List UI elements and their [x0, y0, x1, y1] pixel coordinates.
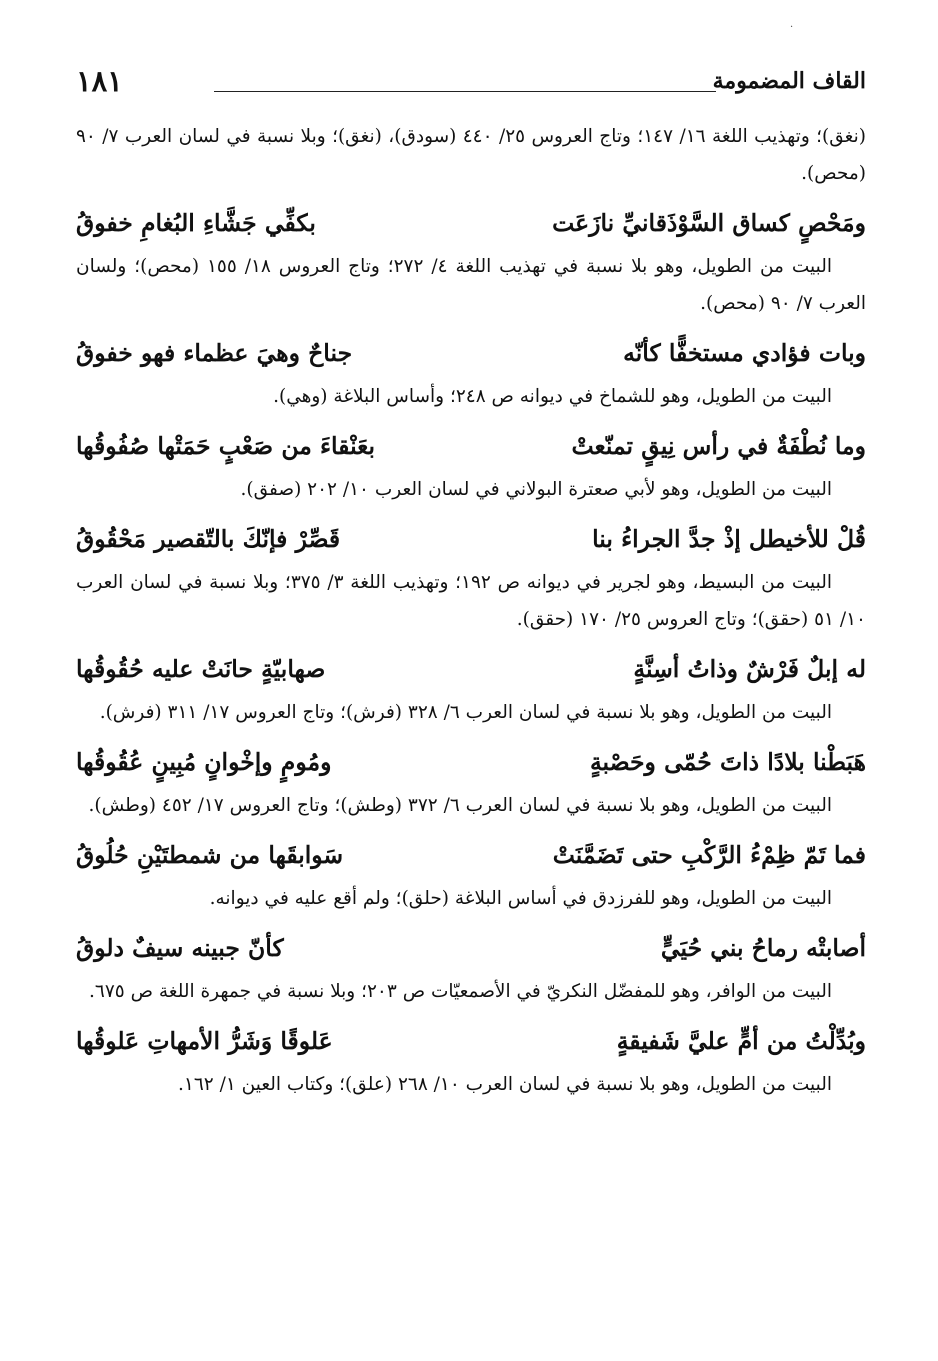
verse-second-hemistich: قَصِّرْ فإنّكَ بالتّقصير مَحْقُوقُ [76, 525, 341, 553]
verse-line [76, 514, 866, 564]
page-content [76, 118, 866, 1107]
verse-line [76, 737, 866, 787]
verse-source-note: البيت من الطويل، وهو للشماخ في ديوانه ص ٢٤٨؛ وأساس البلاغة (وهي). [273, 386, 832, 407]
verse-line [76, 328, 866, 378]
verse-first-hemistich: أصابتْه رماحُ بني حُيَيٍّ [660, 934, 866, 962]
verse-second-hemistich: صهابيّةٍ حانَتْ عليه حُقُوقُها [76, 655, 326, 683]
verse-first-hemistich: وبُدِّلْتُ من أمٍّ عليَّ شَفيقةٍ [616, 1027, 866, 1055]
page-number: ١٨١ [76, 64, 123, 98]
verse-source-note: البيت من الطويل، وهو بلا نسبة في لسان العرب ٦/ ٣٧٢ (وطش)؛ وتاج العروس ١٧/ ٤٥٢ (وطش). [88, 795, 832, 816]
verse-line [76, 421, 866, 471]
verse-first-hemistich: هَبَطْنا بلادًا ذاتَ حُمّى وحَصْبةٍ [589, 748, 866, 776]
verse-second-hemistich: جناحٌ وهيَ عظماء فهو خفوقُ [76, 339, 353, 367]
verse-second-hemistich: بعَنْقاءَ من صَعْبٍ حَمَتْها صُفُوقُها [76, 432, 376, 460]
verse-source-note: البيت من الطويل، وهو بلا نسبة في لسان العرب ٦/ ٣٢٨ (فرش)؛ وتاج العروس ١٧/ ٣١١ (فرش). [99, 702, 832, 723]
verse-line [76, 644, 866, 694]
verse-first-hemistich: له إبلٌ فَرْشٌ وذاتُ أسِنَّةٍ [633, 655, 866, 683]
verse-second-hemistich: سَوابقَها من شمطتَيْنِ حُلُوقُ [76, 841, 344, 869]
verse-first-hemistich: ومَحْصٍ كساق السَّوْذَقانيِّ نازَعَت [552, 209, 866, 237]
verse-first-hemistich: وما نُطْفَةٌ في رأس نِيقٍ تمنّعتْ [571, 432, 866, 460]
verse-second-hemistich: عَلوقًا وَشَرُّ الأمهاتِ عَلوقُها [76, 1027, 333, 1055]
verse-source-note: البيت من الطويل، وهو للفرزدق في أساس البلاغة (حلق)؛ ولم أقع عليه في ديوانه. [209, 888, 832, 909]
page-header [76, 64, 866, 104]
verse-first-hemistich: وبات فؤادي مستخفًّا كأنّه [623, 339, 866, 367]
verse-source-note: البيت من الطويل، وهو بلا نسبة في تهذيب اللغة ٤/ ٢٧٢؛ وتاج العروس ١٨/ ١٥٥ (محص)؛ ولسان العرب ٧/ ٩٠ (محص). [76, 256, 866, 314]
header-rule [214, 91, 716, 92]
verse-source-note: (نغق)؛ وتهذيب اللغة ١٦/ ١٤٧؛ وتاج العروس ٢٥/ ٤٤٠ (سودق)، (نغق)؛ وبلا نسبة في لسان العرب ٧/ ٩٠ (محص). [76, 126, 866, 184]
verse-source-note: البيت من الطويل، وهو بلا نسبة في لسان العرب ١٠/ ٢٦٨ (علق)؛ وكتاب العين ١/ ١٦٢. [178, 1074, 832, 1095]
verse-first-hemistich: قُلْ للأخيطل إذْ جدَّ الجراءُ بنا [592, 525, 866, 553]
verse-first-hemistich: فما تَمّ ظِمْءُ الرَّكْبِ حتى تَضَمَّنَتْ [552, 841, 866, 869]
verse-second-hemistich: بكفِّي جَشَّاءِ البُغامِ خفوقُ [76, 209, 316, 237]
verse-source-note: البيت من البسيط، وهو لجرير في ديوانه ص ١٩٢؛ وتهذيب اللغة ٣/ ٣٧٥؛ وبلا نسبة في لسان العرب ١٠/ ٥١ (حقق)؛ وتاج العروس ٢٥/ ١٧٠ (حقق). [76, 572, 866, 630]
verse-line [76, 923, 866, 973]
verse-line [76, 1016, 866, 1066]
verse-line [76, 198, 866, 248]
verse-source-note: البيت من الوافر، وهو للمفضّل النكريّ في الأصمعيّات ص ٢٠٣؛ وبلا نسبة في جمهرة اللغة ص ٦٧٥. [89, 981, 832, 1002]
running-title: القاف المضمومة [712, 68, 866, 94]
verse-line [76, 830, 866, 880]
corner-mark: · [790, 22, 794, 33]
verse-second-hemistich: كأنّ جبينه سيفٌ دلوقُ [76, 934, 284, 962]
verse-source-note: البيت من الطويل، وهو لأبي صعترة البولاني في لسان العرب ١٠/ ٢٠٢ (صفق). [240, 479, 832, 500]
verse-second-hemistich: ومُومٍ وإخْوانٍ مُبِينٍ عُقُوقُها [76, 748, 332, 776]
